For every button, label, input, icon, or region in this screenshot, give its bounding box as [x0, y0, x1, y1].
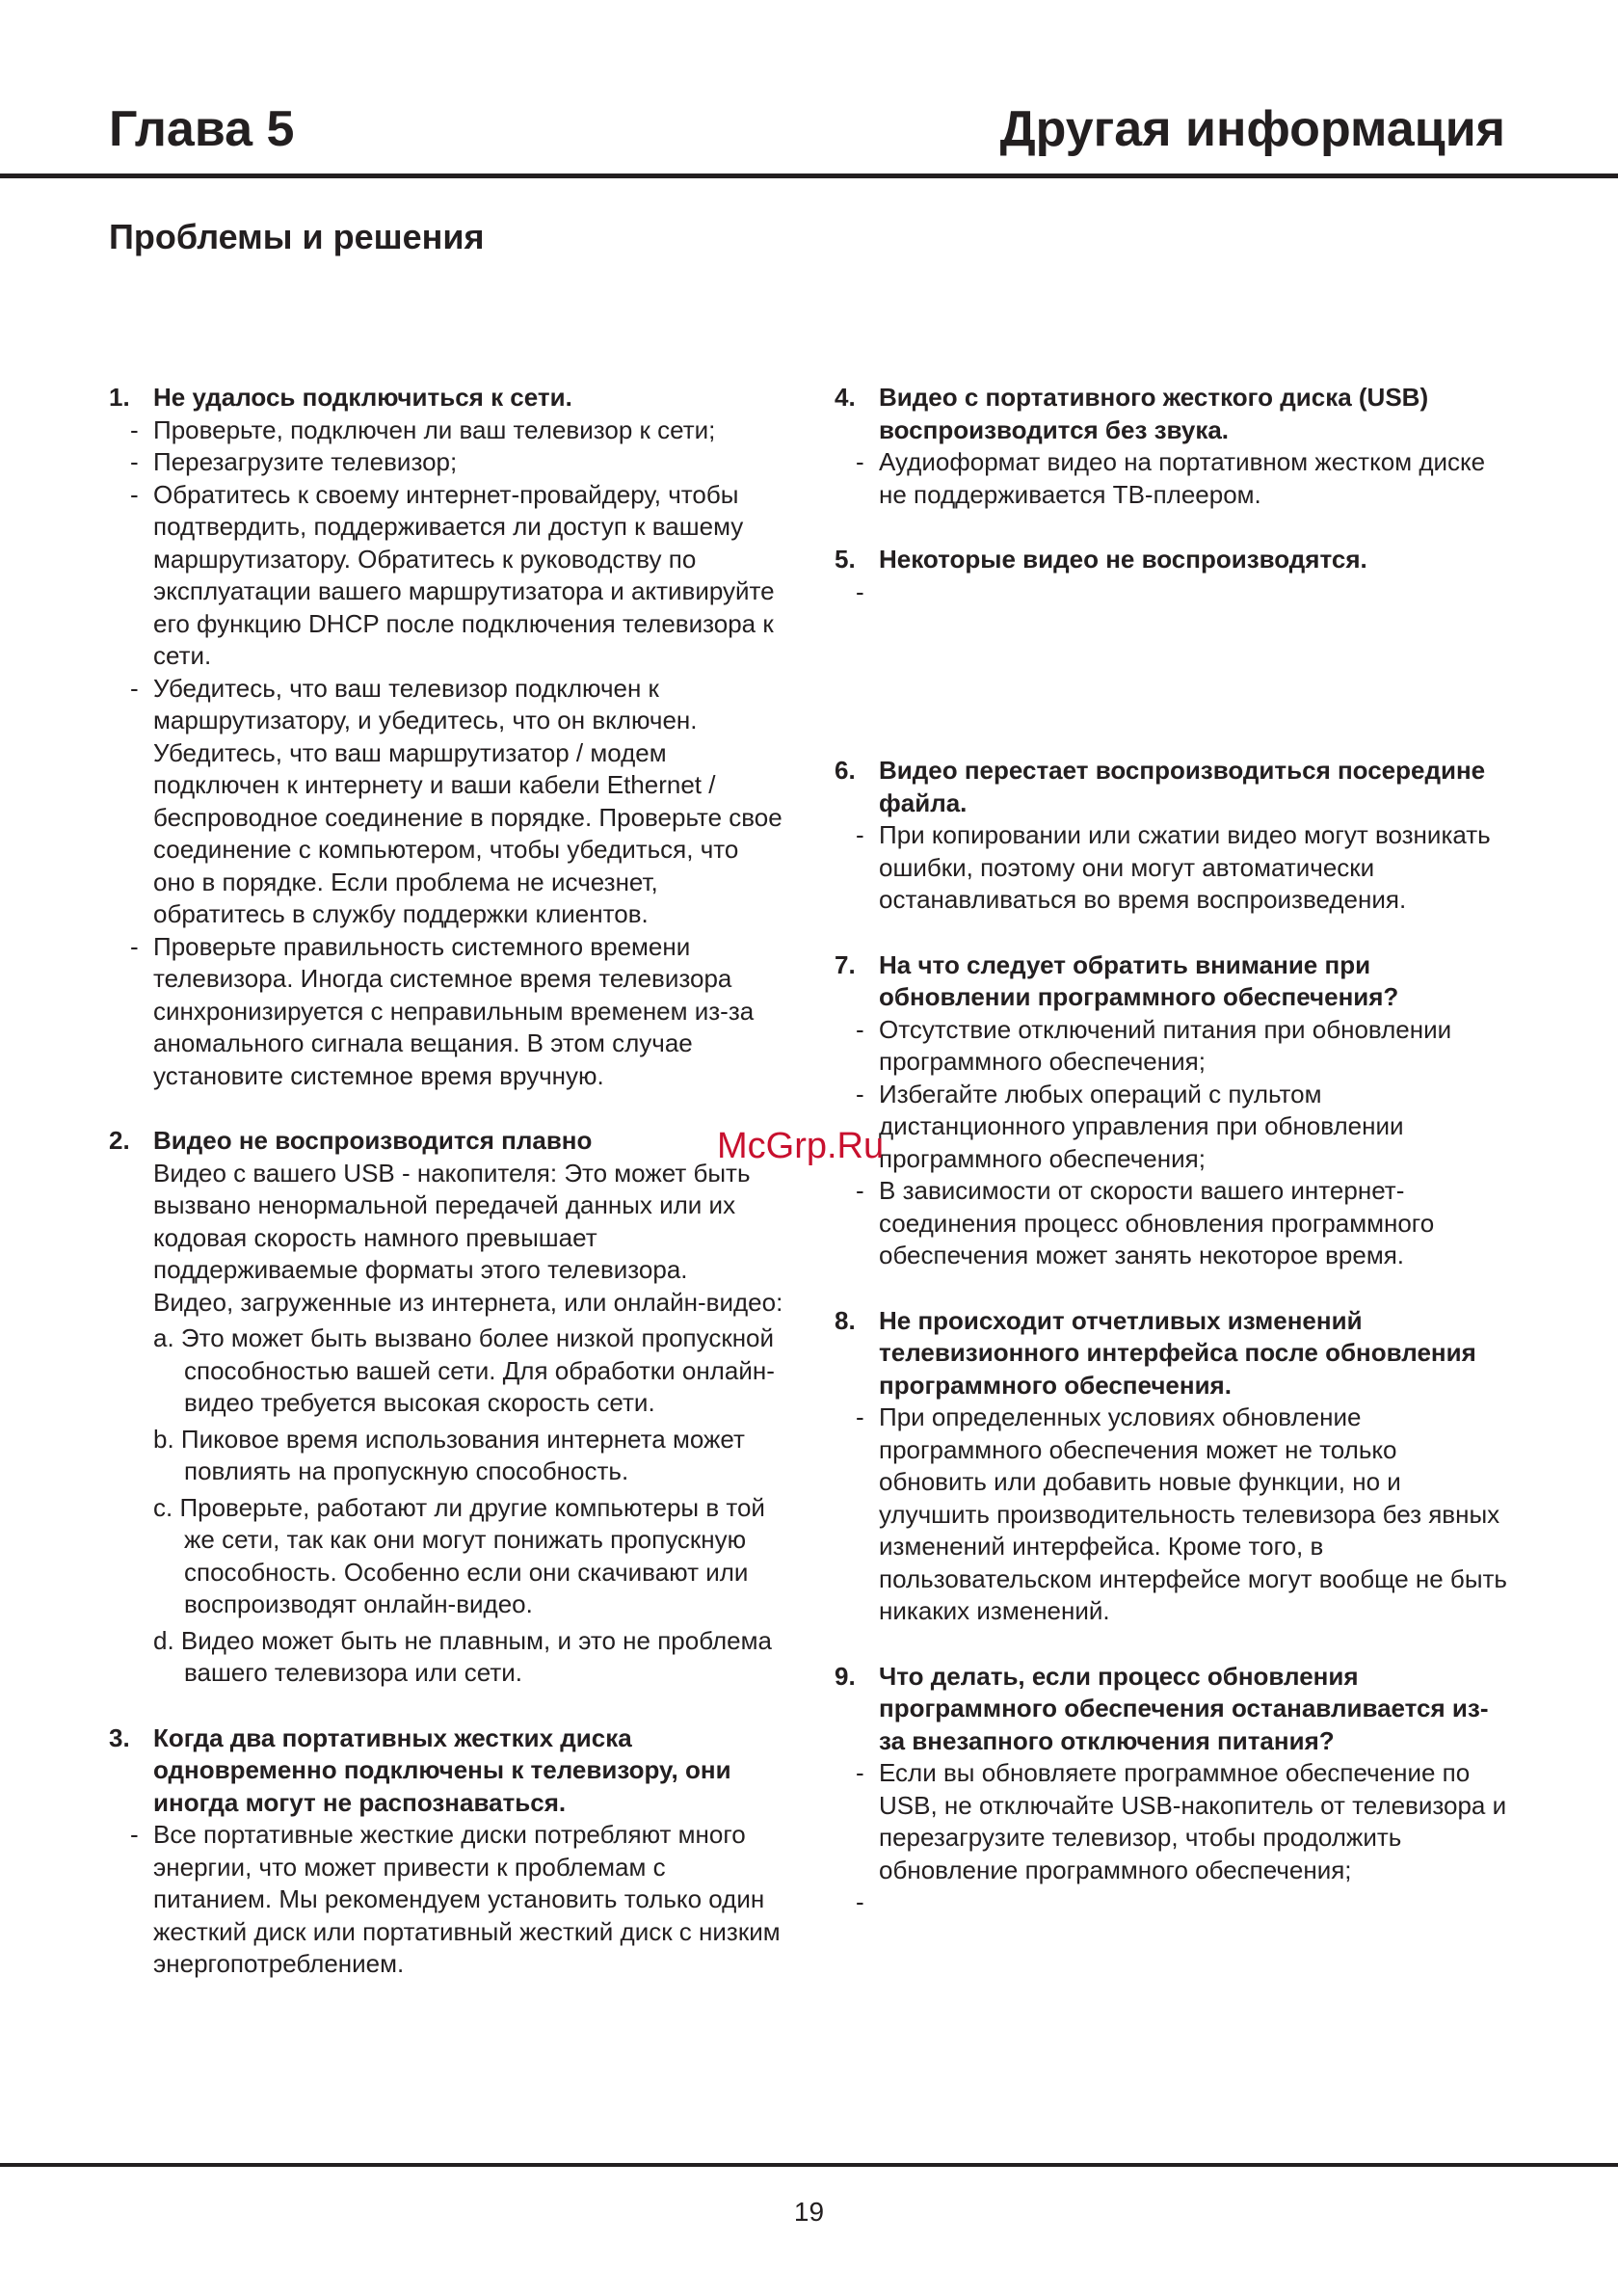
page-header-title: Другая информация — [999, 101, 1505, 157]
faq-question — [109, 1722, 783, 1820]
dash-bullet: - — [856, 1014, 864, 1044]
right-column — [835, 382, 1509, 1952]
dash-bullet: - — [130, 673, 139, 703]
faq-question — [109, 382, 783, 414]
watermark: McGrp.Ru — [717, 1126, 885, 1166]
section-title: Проблемы и решения — [109, 217, 485, 256]
question-text: Видео не воспроизводится плавно — [153, 1126, 593, 1155]
answer-paragraph: Видео с вашего USB - накопителя: Это может быть вызвано ненормальной передачей данных или их кодовая скорость намного превышает поддерживаемые форматы этого телевизора. — [153, 1158, 751, 1284]
page-number: 19 — [793, 2197, 825, 2227]
question-text: Не происходит отчетливых изменений телевизионного интерфейса после обновления программного обеспечения. — [879, 1305, 1476, 1400]
faq-item-4 — [835, 382, 1509, 511]
left-column — [109, 382, 783, 2014]
answer-point — [130, 414, 783, 447]
faq-item-2 — [109, 1125, 783, 1690]
answer-text: Если вы обновляете программное обеспечение по USB, не отключайте USB-накопитель от телевизора и перезагрузите телевизор, чтобы продолжить обновление программного обеспечения; — [879, 1758, 1507, 1884]
answer-paragraph: Видео, загруженные из интернета, или онлайн-видео: — [153, 1287, 783, 1317]
answer-point — [856, 1402, 1509, 1628]
dash-bullet: - — [130, 931, 139, 961]
answer-text: Убедитесь, что ваш телевизор подключен к маршрутизатору, и убедитесь, что он включен. Убедитесь, что ваш маршрутизатор / модем подключен к интернету и ваши кабели Ethernet / беспроводное соединение в порядке. Проверьте свое соединение с компьютером, чтобы убедиться, что оно в порядке. Если проблема не исчезнет, обратитесь в службу поддержки клиентов. — [153, 673, 782, 928]
answer-text — [879, 576, 1509, 609]
dash-bullet: - — [856, 576, 864, 606]
answer-point — [856, 576, 1509, 609]
question-text: Некоторые видео не воспроизводятся. — [879, 545, 1367, 574]
answer-point — [856, 1079, 1509, 1176]
item-number: 6. — [835, 756, 856, 785]
question-text: Не удалось подключиться к сети. — [153, 383, 572, 412]
faq-question — [835, 1661, 1509, 1758]
item-number: 3. — [109, 1722, 130, 1752]
answer-text — [879, 1886, 1509, 1919]
dash-bullet: - — [130, 1820, 139, 1849]
answer-text: Проверьте, подключен ли ваш телевизор к сети; — [153, 414, 716, 444]
footer-divider — [0, 2163, 1618, 2167]
chapter-title: Глава 5 — [109, 101, 295, 157]
faq-item-7 — [835, 949, 1509, 1272]
answer-text: Избегайте любых операций с пультом дистанционного управления при обновлении программного обеспечения; — [879, 1079, 1404, 1173]
answer-text: Аудиоформат видео на портативном жестком диске не поддерживается ТВ-плеером. — [879, 447, 1486, 509]
question-text: Видео перестает воспроизводиться посередине файла. — [879, 756, 1486, 817]
answer-text: Все портативные жесткие диски потребляют много энергии, что может привести к проблемам с питанием. Мы рекомендуем установить только один жесткий диск или портативный жесткий диск с низким энергопотреблением. — [153, 1820, 781, 1978]
answer-point — [856, 1175, 1509, 1272]
dash-bullet: - — [856, 1402, 864, 1431]
lettered-point: c. Проверьте, работают ли другие компьютеры в той же сети, так как они могут понижать пропускную способность. Особенно если они скачивают или воспроизводят онлайн-видео. — [153, 1492, 765, 1618]
answer-text: В зависимости от скорости вашего интернет-соединения процесс обновления программного обеспечения может занять некоторое время. — [879, 1176, 1435, 1269]
dash-bullet: - — [856, 447, 864, 476]
answer-point — [130, 1819, 783, 1981]
answer-point — [130, 673, 783, 931]
dash-bullet: - — [856, 1758, 864, 1787]
faq-question — [835, 755, 1509, 819]
question-text: Что делать, если процесс обновления программного обеспечения останавливается из-за внезапного отключения питания? — [879, 1661, 1489, 1755]
faq-item-1 — [109, 382, 783, 1092]
dash-bullet: - — [856, 1079, 864, 1108]
dash-bullet: - — [856, 1176, 864, 1205]
faq-question — [835, 544, 1509, 576]
faq-question — [109, 1125, 783, 1158]
faq-item-9 — [835, 1661, 1509, 1919]
answer-text: Проверьте правильность системного времени телевизора. Иногда системное время телевизора синхронизируется с неправильным временем из-за аномального сигнала вещания. В этом случае установите системное время вручную. — [153, 931, 755, 1090]
answer-text: Перезагрузите телевизор; — [153, 447, 458, 476]
item-number: 1. — [109, 383, 130, 412]
faq-item-5 — [835, 544, 1509, 608]
answer-point — [856, 819, 1509, 917]
dash-bullet: - — [130, 447, 139, 476]
answer-point — [856, 1014, 1509, 1079]
faq-question — [835, 1305, 1509, 1402]
answer-text: Отсутствие отключений питания при обновлении программного обеспечения; — [879, 1014, 1452, 1076]
answer-point — [856, 446, 1509, 511]
answer-point — [130, 931, 783, 1093]
item-number: 8. — [835, 1305, 856, 1335]
answer-point — [856, 1757, 1509, 1886]
question-text: Видео с портативного жесткого диска (USB) воспроизводится без звука. — [879, 383, 1429, 444]
dash-bullet: - — [130, 414, 139, 444]
answer-point — [856, 1886, 1509, 1919]
item-number: 2. — [109, 1126, 130, 1155]
header-divider — [0, 174, 1618, 178]
answer-point — [130, 446, 783, 479]
lettered-point: a. Это может быть вызвано более низкой пропускной способностью вашей сети. Для обработки онлайн-видео требуется высокая скорость сети. — [153, 1323, 775, 1417]
dash-bullet: - — [856, 820, 864, 849]
faq-item-3 — [109, 1722, 783, 1981]
item-number: 9. — [835, 1661, 856, 1691]
lettered-point: d. Видео может быть не плавным, и это не проблема вашего телевизора или сети. — [153, 1625, 772, 1687]
item-number: 5. — [835, 545, 856, 574]
answer-text: При определенных условиях обновление программного обеспечения может не только обновить или добавить новые функции, но и улучшить производительность телевизора без явных изменений интерфейса. Кроме того, в пользовательском интерфейсе могут вообще не быть никаких изменений. — [879, 1402, 1507, 1625]
answer-point — [130, 479, 783, 673]
lettered-point: b. Пиковое время использования интернета может повлиять на пропускную способность. — [153, 1424, 745, 1485]
question-text: Когда два портативных жестких диска одновременно подключены к телевизору, они иногда могут не распознаваться. — [153, 1722, 731, 1817]
answer-text: При копировании или сжатии видео могут возникать ошибки, поэтому они могут автоматически останавливаться во время воспроизведения. — [879, 820, 1491, 914]
faq-question — [835, 382, 1509, 446]
item-number: 7. — [835, 949, 856, 979]
faq-question — [835, 949, 1509, 1014]
dash-bullet: - — [130, 479, 139, 509]
faq-item-8 — [835, 1305, 1509, 1628]
question-text: На что следует обратить внимание при обновлении программного обеспечения? — [879, 949, 1399, 1011]
answer-text: Обратитесь к своему интернет-провайдеру, чтобы подтвердить, поддерживается ли доступ к вашему маршрутизатору. Обратитесь к руководству по эксплуатации вашего маршрутизатора и активируйте его функцию DHCP после подключения телевизора к сети. — [153, 479, 775, 670]
item-number: 4. — [835, 383, 856, 412]
dash-bullet: - — [856, 1887, 864, 1916]
faq-item-6 — [835, 755, 1509, 917]
